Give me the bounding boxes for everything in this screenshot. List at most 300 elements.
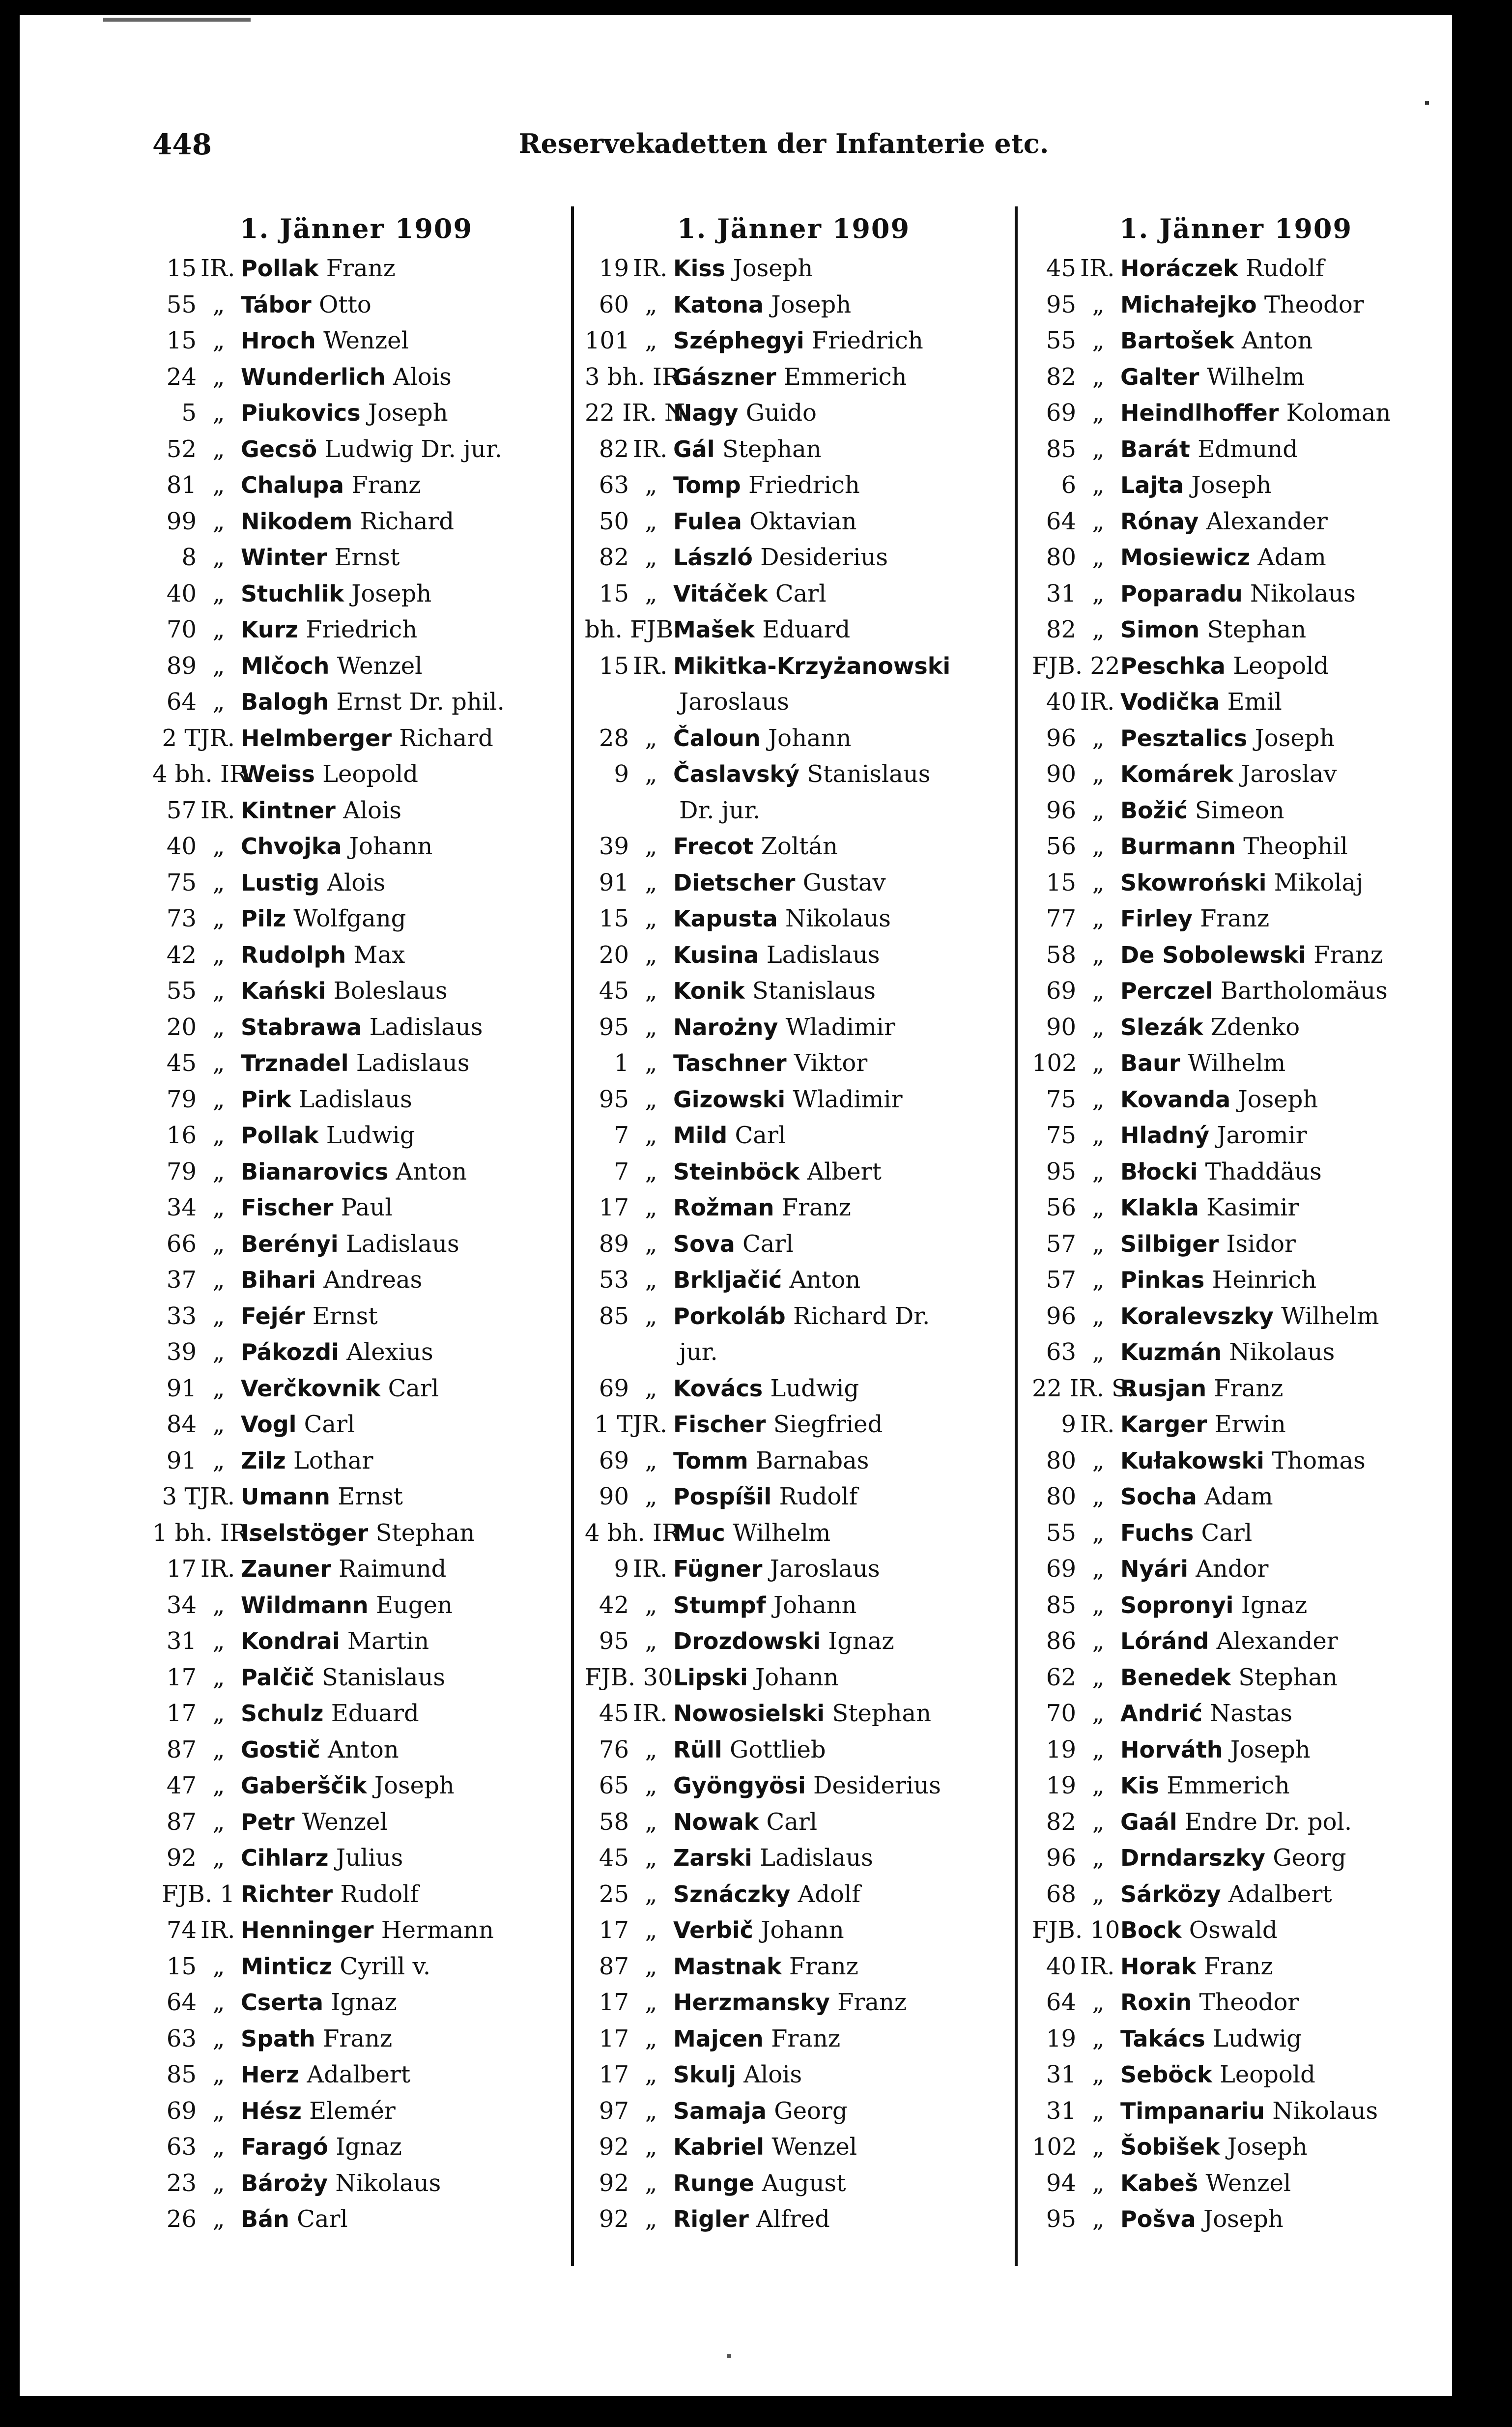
unit-designation: FJB. 22 (1032, 652, 1120, 680)
unit-number: 70 (166, 616, 197, 643)
surname: Runge (673, 2169, 755, 2196)
unit-number: 63 (166, 2133, 197, 2161)
unit-number: 56 (1046, 833, 1076, 860)
list-item (585, 1623, 1002, 1660)
unit-number: 19 (1046, 1735, 1076, 1763)
given-name: Joseph (351, 579, 432, 607)
list-item (1032, 1768, 1440, 1804)
given-name: Leopold (322, 760, 418, 788)
unit-number: 96 (1046, 724, 1076, 752)
surname: Zauner (241, 1556, 331, 1582)
given-name: Theodor (1264, 290, 1364, 318)
list-item (152, 865, 560, 901)
list-item (1032, 1118, 1440, 1154)
list-item (152, 1985, 560, 2021)
list-item (152, 1154, 560, 1190)
unit-type: „ (212, 1122, 225, 1149)
unit-type: „ (645, 724, 657, 752)
unit-type: „ (1092, 1555, 1105, 1583)
surname: Katona (673, 291, 764, 318)
list-item (1032, 576, 1440, 612)
column-divider (1015, 206, 1018, 2266)
unit-number: 75 (166, 868, 197, 896)
unit-number: 79 (166, 1085, 197, 1113)
unit-number: 45 (599, 1844, 629, 1872)
surname: Kabriel (673, 2134, 765, 2160)
unit-number: 31 (1046, 2061, 1076, 2088)
list-item (152, 1588, 560, 1624)
unit-number: 90 (1046, 760, 1076, 788)
scan-speck (1425, 101, 1429, 105)
unit-type: „ (645, 905, 657, 932)
given-name: Paul (341, 1194, 393, 1221)
surname: Horáczek (1120, 255, 1238, 282)
surname: Stuchlik (241, 580, 344, 607)
list-item (585, 323, 1002, 359)
surname: Bároży (241, 2169, 328, 2196)
unit-number: 15 (1046, 868, 1076, 896)
surname: Simon (1120, 616, 1200, 643)
unit-type: IR. (1080, 255, 1115, 282)
list-item (1032, 395, 1440, 432)
given-name: Jaroslav (1241, 760, 1337, 788)
surname: Pinkas (1120, 1267, 1205, 1293)
list-item (1032, 1985, 1440, 2021)
given-name: Franz (781, 1194, 851, 1221)
unit-type: „ (645, 2061, 657, 2088)
unit-type: IR. (633, 255, 668, 282)
surname: Kis (1120, 1772, 1159, 1799)
list-item (1032, 432, 1440, 468)
list-item (585, 1010, 1002, 1046)
unit-type: „ (212, 1808, 225, 1836)
unit-type: „ (1092, 471, 1105, 499)
list-item (1032, 504, 1440, 540)
unit-number: 34 (166, 1591, 197, 1619)
unit-type: „ (645, 760, 657, 788)
given-name: Julius (336, 1844, 403, 1872)
surname: Herz (241, 2061, 300, 2088)
surname: Pospíšil (673, 1483, 772, 1510)
given-name: Carl (297, 2205, 348, 2233)
unit-type: „ (212, 1194, 225, 1221)
given-name: Franz (323, 2024, 393, 2052)
given-name: Lothar (293, 1446, 373, 1474)
given-name: Heinrich (1212, 1266, 1317, 1294)
list-item (152, 793, 560, 829)
list-item (585, 721, 1002, 757)
list-item (1032, 1299, 1440, 1335)
list-item (1032, 1804, 1440, 1841)
surname: Nyári (1120, 1556, 1188, 1582)
unit-number: 92 (599, 2169, 629, 2197)
unit-type: „ (645, 1952, 657, 1980)
surname: Dietscher (673, 869, 796, 896)
surname: Petr (241, 1808, 295, 1835)
surname: Sárközy (1120, 1880, 1221, 1907)
unit-number: 85 (166, 2061, 197, 2088)
surname: Tábor (241, 291, 312, 318)
unit-number: 65 (599, 1772, 629, 1799)
list-item (152, 540, 560, 576)
unit-number: 95 (599, 1627, 629, 1655)
unit-number: 7 (614, 1122, 629, 1149)
surname: Pesztalics (1120, 724, 1248, 751)
given-name: Adolf (798, 1880, 860, 1908)
surname: Koralevszky (1120, 1302, 1274, 1329)
unit-number: 40 (1046, 688, 1076, 716)
given-name: Barnabas (756, 1446, 869, 1474)
given-name: Otto (318, 290, 371, 318)
surname: Sznáczky (673, 1880, 791, 1907)
unit-number: 76 (599, 1735, 629, 1763)
list-item (1032, 901, 1440, 937)
given-name: Ludwig Dr. jur. (324, 435, 502, 463)
list-item (1032, 1443, 1440, 1479)
given-name: Theophil (1243, 833, 1348, 860)
surname: Horak (1120, 1953, 1197, 1980)
surname: Fügner (673, 1556, 763, 1582)
list-item (585, 756, 1002, 793)
unit-type: „ (212, 327, 225, 354)
surname: Winter (241, 544, 327, 571)
unit-type: „ (645, 1808, 657, 1836)
list-item (1032, 1226, 1440, 1263)
given-name: Franz (1203, 1952, 1273, 1980)
given-name: Ludwig (770, 1374, 859, 1402)
unit-type: „ (212, 544, 225, 571)
list-item (585, 1407, 1002, 1443)
list-item (1032, 756, 1440, 793)
list-item (1032, 829, 1440, 865)
unit-number: 73 (166, 905, 197, 932)
unit-type: „ (212, 688, 225, 716)
surname: Galter (1120, 363, 1199, 390)
unit-number: 102 (1032, 1049, 1077, 1077)
surname: Cserta (241, 1989, 324, 2016)
surname: Samaja (673, 2097, 767, 2124)
unit-number: 19 (1046, 2024, 1076, 2052)
given-name: Alexander (1206, 507, 1328, 535)
unit-type: „ (1092, 1302, 1105, 1330)
unit-type: „ (645, 1302, 657, 1330)
unit-number: 17 (599, 1989, 629, 2016)
surname: Časlavský (673, 761, 799, 787)
surname: Zilz (241, 1447, 286, 1474)
list-item (152, 2129, 560, 2166)
given-name: Ernst (338, 1483, 403, 1510)
unit-type: „ (212, 1735, 225, 1763)
list-item (152, 1949, 560, 1985)
unit-number: 50 (599, 507, 629, 535)
list-item (152, 1262, 560, 1299)
list-item (585, 1226, 1002, 1263)
unit-number: 85 (1046, 1591, 1076, 1619)
given-name: Stephan (832, 1700, 932, 1727)
unit-number: 92 (599, 2133, 629, 2161)
unit-designation: FJB. 30 (585, 1663, 673, 1691)
unit-number: 40 (1046, 1952, 1076, 1980)
given-name: Eduard (762, 616, 851, 643)
column-title: 1. Jänner 1909 (677, 213, 911, 244)
unit-type: „ (212, 1989, 225, 2016)
given-name: Nikolaus (1250, 579, 1356, 607)
surname: Gyöngyösi (673, 1772, 806, 1799)
unit-number: 15 (599, 905, 629, 932)
unit-designation: 4 bh. IR. (585, 1519, 687, 1547)
unit-number: 57 (1046, 1230, 1076, 1258)
given-name: Richard (360, 507, 455, 535)
unit-type: „ (645, 544, 657, 571)
top-scan-mark (103, 18, 251, 22)
unit-type: „ (212, 1446, 225, 1474)
list-item (585, 1479, 1002, 1515)
given-name: Viktor (794, 1049, 868, 1077)
list-item (1032, 1154, 1440, 1190)
given-name: Wilhelm (733, 1519, 831, 1547)
given-name: Wenzel (302, 1808, 388, 1836)
unit-type: „ (212, 2024, 225, 2052)
surname: Pákozdi (241, 1339, 339, 1365)
given-name: Nikolaus (1229, 1338, 1335, 1366)
surname: Trznadel (241, 1050, 349, 1076)
list-item (152, 251, 560, 287)
given-name: Joseph (368, 399, 448, 427)
given-name: Carl (304, 1411, 355, 1438)
surname: Kusina (673, 941, 759, 968)
given-name: Oktavian (749, 507, 857, 535)
surname: Chvojka (241, 833, 342, 860)
unit-number: 42 (599, 1591, 629, 1619)
unit-number: 58 (599, 1808, 629, 1836)
unit-type: „ (1092, 1446, 1105, 1474)
given-name: Rudolf (779, 1483, 858, 1510)
given-name: Emmerich (1167, 1772, 1290, 1799)
unit-type: „ (645, 327, 657, 354)
unit-number: 85 (1046, 435, 1076, 463)
list-item (152, 323, 560, 359)
surname: Mašek (673, 616, 755, 643)
given-name: Rudolf (340, 1880, 419, 1908)
unit-type: „ (1092, 1157, 1105, 1185)
surname: Wunderlich (241, 363, 386, 390)
unit-type: „ (212, 2169, 225, 2197)
book-page (20, 15, 1452, 2396)
surname: Stumpf (673, 1591, 766, 1618)
given-name: Wilhelm (1206, 363, 1305, 391)
unit-type: „ (1092, 760, 1105, 788)
given-name: Jaromir (1217, 1122, 1307, 1149)
list-item (585, 540, 1002, 576)
given-name: Franz (789, 1952, 858, 1980)
surname: Božić (1120, 797, 1188, 824)
list-item (1032, 1696, 1440, 1732)
unit-number: 85 (599, 1302, 629, 1330)
list-item (1032, 359, 1440, 396)
given-name: Zdenko (1210, 1013, 1300, 1041)
list-item (585, 1804, 1002, 1841)
surname: Gászner (673, 363, 776, 390)
given-name: Wenzel (337, 652, 423, 680)
unit-type: „ (212, 579, 225, 607)
surname: Rüll (673, 1736, 722, 1763)
list-item (152, 973, 560, 1010)
list-item (152, 576, 560, 612)
surname: Bihari (241, 1267, 316, 1293)
given-name: Ladislaus (356, 1049, 470, 1077)
unit-type: IR. (1080, 1952, 1115, 1980)
list-item (152, 359, 560, 396)
list-item (1032, 648, 1440, 685)
given-name: Ludwig (1213, 2024, 1302, 2052)
list-item (585, 1840, 1002, 1877)
surname: Kurz (241, 616, 299, 643)
surname: Kondrai (241, 1628, 340, 1654)
unit-number: 69 (1046, 1555, 1076, 1583)
unit-number: 74 (166, 1916, 197, 1944)
unit-type: „ (1092, 1772, 1105, 1799)
unit-type: IR. (200, 1555, 235, 1583)
list-item (152, 2166, 560, 2202)
given-name: Stanislaus (321, 1663, 446, 1691)
surname: Majcen (673, 2025, 764, 2052)
unit-type: „ (212, 1013, 225, 1041)
surname: Sopronyi (1120, 1591, 1234, 1618)
unit-number: 24 (166, 363, 197, 391)
unit-number: 15 (599, 579, 629, 607)
given-name: Guido (745, 399, 817, 427)
given-name: Hermann (381, 1916, 494, 1944)
unit-type: „ (1092, 977, 1105, 1005)
given-name: Joseph (1255, 724, 1335, 752)
unit-type: „ (1092, 868, 1105, 896)
unit-number: 86 (1046, 1627, 1076, 1655)
unit-type: „ (212, 2097, 225, 2125)
given-name: Stephan (375, 1519, 475, 1547)
list-item (152, 2201, 560, 2238)
surname: Sova (673, 1230, 735, 1257)
unit-type: „ (645, 1194, 657, 1221)
list-item (152, 1045, 560, 1082)
list-item (1032, 323, 1440, 359)
given-name: Wenzel (771, 2133, 857, 2161)
unit-type: „ (645, 868, 657, 896)
surname: Gál (673, 435, 715, 462)
given-name: Franz (326, 255, 396, 282)
surname: Lipski (673, 1664, 748, 1691)
given-name: Martin (347, 1627, 429, 1655)
list-item (1032, 1334, 1440, 1371)
unit-type: „ (212, 399, 225, 427)
list-item (152, 1768, 560, 1804)
list-item (1032, 684, 1440, 721)
list-item (1032, 2201, 1440, 2238)
surname: Rónay (1120, 508, 1199, 535)
list-item (152, 901, 560, 937)
unit-number: 15 (166, 327, 197, 354)
unit-type: „ (1092, 1700, 1105, 1727)
unit-type: „ (212, 435, 225, 463)
unit-number: 96 (1046, 1302, 1076, 1330)
unit-type: „ (1092, 1808, 1105, 1836)
unit-type: IR. (1080, 688, 1115, 716)
given-name: Max (353, 941, 405, 969)
unit-type: „ (645, 1122, 657, 1149)
unit-type: „ (1092, 941, 1105, 969)
given-name: Thaddäus (1205, 1157, 1322, 1185)
column-3 (1032, 206, 1440, 2256)
list-item (585, 2057, 1002, 2093)
surname: Skulj (673, 2061, 737, 2088)
given-name: Adalbert (307, 2061, 411, 2088)
given-name: Alexius (346, 1338, 433, 1366)
given-name: Joseph (733, 255, 813, 282)
given-name: Ignaz (1241, 1591, 1308, 1619)
given-name: Joseph (1203, 2205, 1284, 2233)
list-item (585, 395, 1002, 432)
given-name: Ernst Dr. phil. (336, 688, 505, 716)
given-name: Ladislaus (760, 1844, 873, 1872)
list-item (1032, 937, 1440, 974)
given-name: Nikolaus (335, 2169, 441, 2197)
surname: Drozdowski (673, 1628, 821, 1654)
surname: Nikodem (241, 508, 353, 535)
list-item (152, 1479, 560, 1515)
unit-type: „ (212, 1772, 225, 1799)
list-item (152, 2057, 560, 2093)
surname: Michałejko (1120, 291, 1257, 318)
unit-type: „ (645, 1916, 657, 1944)
surname: Hroch (241, 327, 316, 354)
given-name: Wladimir (793, 1085, 903, 1113)
unit-type: „ (1092, 1663, 1105, 1691)
unit-number: 39 (166, 1338, 197, 1366)
surname: Berényi (241, 1230, 339, 1257)
surname: Timpanariu (1120, 2097, 1265, 2124)
unit-type: „ (212, 290, 225, 318)
list-item (585, 973, 1002, 1010)
unit-number: 47 (166, 1772, 197, 1799)
given-name: Albert (807, 1157, 882, 1185)
surname: Silbiger (1120, 1230, 1219, 1257)
unit-number: 17 (166, 1663, 197, 1691)
unit-type: „ (1092, 290, 1105, 318)
surname: Porkoláb (673, 1302, 786, 1329)
unit-number: 82 (599, 544, 629, 571)
unit-type: „ (645, 1772, 657, 1799)
list-item (1032, 1515, 1440, 1552)
unit-number: 40 (166, 833, 197, 860)
given-name: Joseph (1230, 1735, 1311, 1763)
unit-type: „ (1092, 2097, 1105, 2125)
given-name: Anton (328, 1735, 399, 1763)
unit-designation: bh. FJB. (585, 616, 681, 643)
given-name: Adam (1204, 1483, 1273, 1510)
unit-number: 31 (1046, 579, 1076, 607)
surname: Drndarszky (1120, 1845, 1266, 1871)
list-item (152, 504, 560, 540)
unit-designation: 3 TJR. (162, 1483, 235, 1510)
unit-number: 16 (166, 1122, 197, 1149)
unit-type: „ (212, 471, 225, 499)
unit-number: 95 (599, 1013, 629, 1041)
list-item (152, 1190, 560, 1226)
list-item (585, 251, 1002, 287)
given-name: Oswald (1189, 1916, 1278, 1944)
surname: Fulea (673, 508, 742, 535)
surname: Nagy (673, 400, 739, 426)
unit-number: 57 (166, 796, 197, 824)
